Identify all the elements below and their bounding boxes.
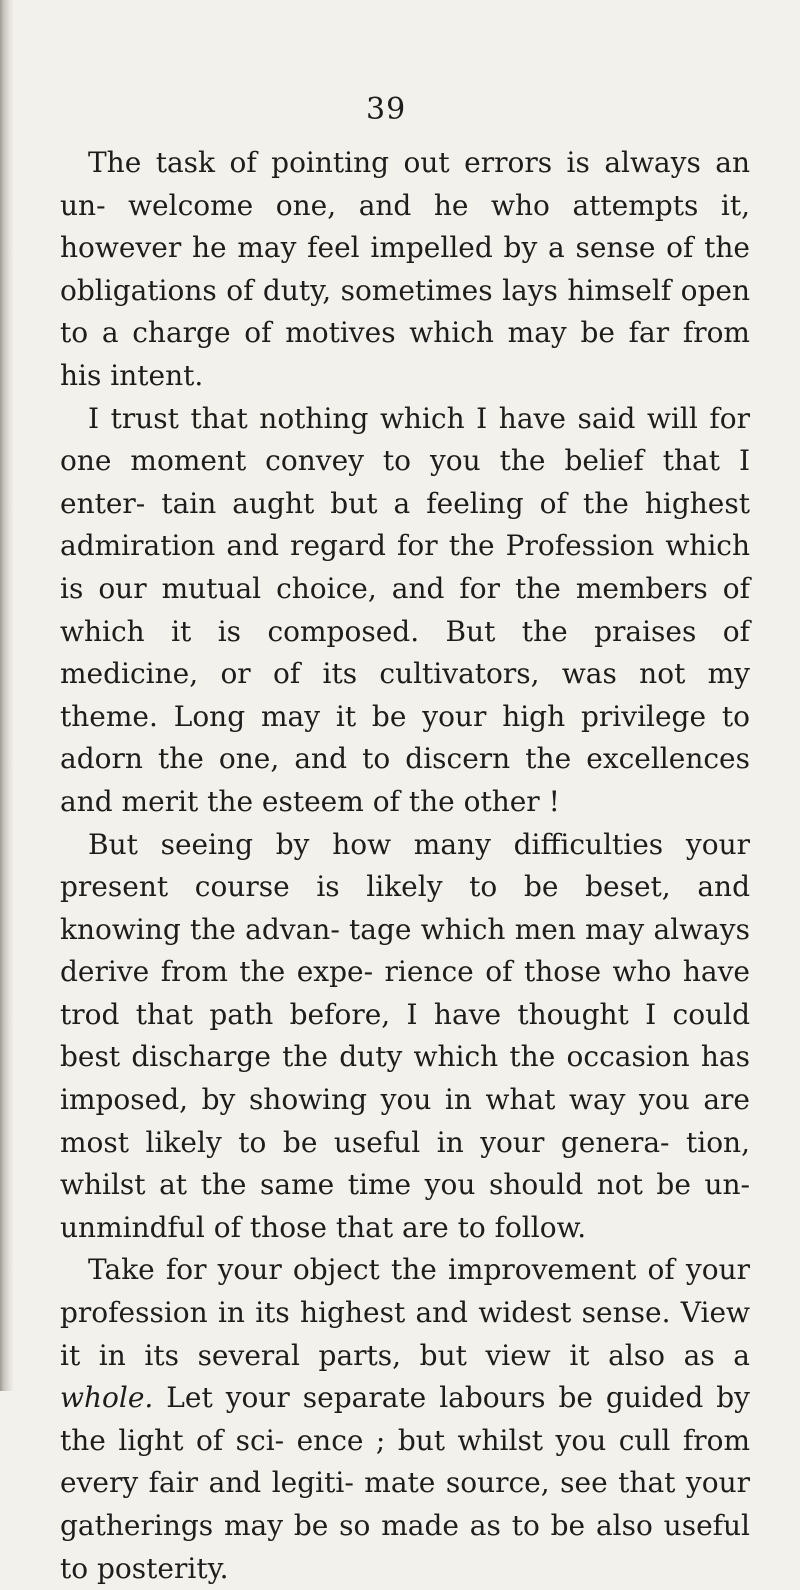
paragraph-4-emphasis: whole. (60, 1381, 154, 1415)
paragraph-1 (60, 142, 750, 398)
page-number: 39 (366, 92, 407, 127)
book-spine-shadow (0, 0, 14, 1391)
paragraph-4-text-a: Take for your object the improvement of your profession in its highest and widest sense. View it in its several parts, but view it also as a (60, 1253, 750, 1372)
paragraph-1-text: The task of pointing out errors is always an un- welcome one, and he who attempts it, however he may feel impelled by a sense of the obligations of duty, sometimes lays himself open to a charge of motives which may be far from his intent. (60, 146, 750, 392)
paragraph-2-text: I trust that nothing which I have said will for one moment convey to you the belief that I enter- tain aught but a feeling of the highest admiration and regard for the Profession which is our mutual choice, and for the members of which it is composed. But the praises of medicine, or of its cultivators, was not my theme. Long may it be your high privilege to adorn the one, and to discern the excellences and merit the esteem of the other ! (60, 401, 750, 818)
paragraph-4-text-b: Let your separate labours be guided by the light of sci- ence ; but whilst you cull from every fair and legiti- mate source, see that your gatherings may be so made as to be also useful to posterity. (60, 1381, 750, 1585)
body-text (60, 142, 750, 1590)
paragraph-4 (60, 1249, 750, 1590)
book-page (26, 0, 786, 1585)
paragraph-2 (60, 398, 750, 824)
paragraph-3 (60, 824, 750, 1250)
paragraph-3-text: But seeing by how many difficulties your present course is likely to be beset, and knowing the advan- tage which men may always derive from the expe- rience of those who have trod that path before, I have thought I could best discharge the duty which the occasion has imposed, by showing you in what way you are most likely to be useful in your genera- tion, whilst at the same time you should not be un- unmindful of those that are to follow. (60, 827, 750, 1244)
